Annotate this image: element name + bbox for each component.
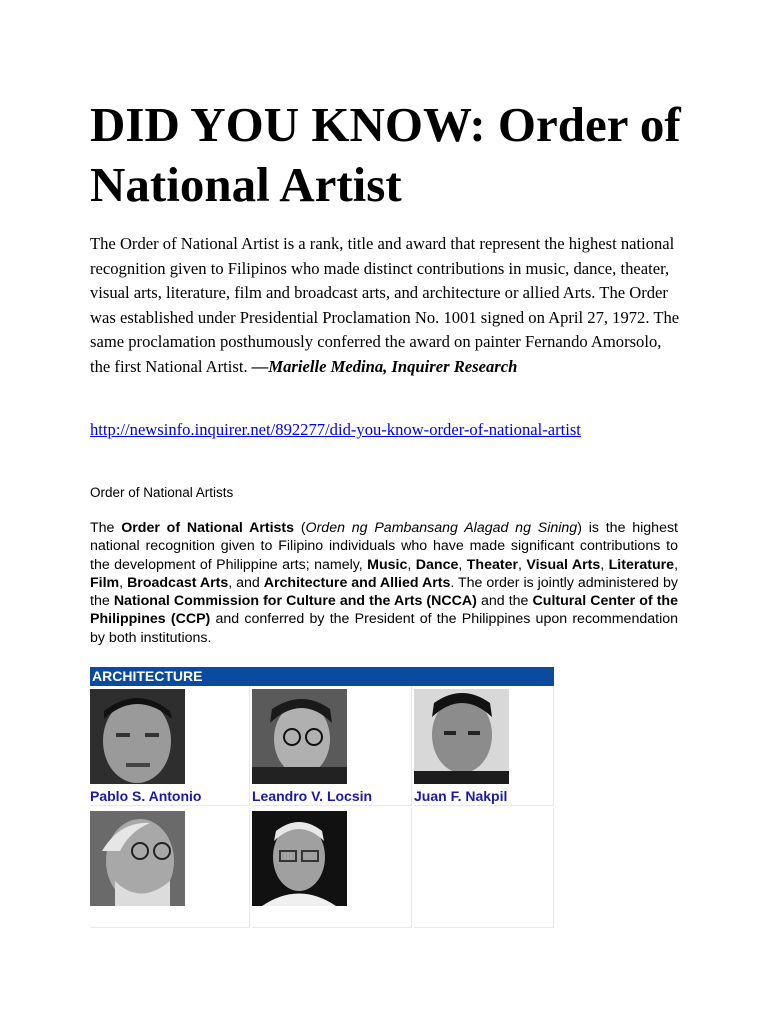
artist-cell: [414, 808, 554, 928]
section-label: Order of National Artists: [90, 485, 234, 500]
portrait-photo: [414, 689, 509, 784]
portrait-photo: [252, 811, 347, 906]
artists-table: [90, 667, 554, 930]
body-text-6: and conferred by the President of the Philippines upon recommendation by both institutions.: [90, 611, 678, 646]
page-title: DID YOU KNOW: Order of National Artist: [90, 97, 681, 212]
body-bold-visual-arts: Visual Arts: [526, 556, 601, 573]
source-link[interactable]: http://newsinfo.inquirer.net/892277/did-you-know-order-of-national-artist: [90, 420, 581, 439]
body-sep-7: , and: [228, 574, 264, 591]
artist-cell: [414, 686, 554, 806]
table-row: [90, 808, 554, 930]
body-bold-architecture: Architecture and Allied Arts: [263, 574, 451, 591]
body-text-5: and the: [476, 593, 533, 610]
body-text-3: ) is the highest national recognition given to Filipino individuals who have made significant contributions to the development of Philippine arts; namely,: [90, 520, 678, 573]
intro-text: The Order of National Artist is a rank, title and award that represent the highest national recognition given to Filipinos who made distinct contributions in music, dance, theater, visual arts, literature, film and broadcast arts, and architecture or allied Arts. The Order was established under Presidential Proclamation No. 1001 signed on April 27, 1972. The same proclamation posthumously conferred the award on painter Fernando Amorsolo, the first National Artist.: [90, 234, 680, 376]
portrait-photo: [90, 689, 185, 784]
body-sep-1: ,: [407, 556, 416, 573]
body-text-2: (: [294, 520, 306, 536]
artist-cell: [90, 808, 250, 928]
body-bold-dance: Dance: [415, 556, 459, 573]
body-bold-order: Order of National Artists: [121, 520, 295, 536]
body-sep-3: ,: [518, 556, 527, 573]
intro-paragraph: [90, 232, 682, 380]
body-paragraph: [90, 519, 678, 647]
body-bold-ncca: National Commission for Culture and the Arts (NCCA): [113, 593, 477, 610]
body-bold-music: Music: [367, 556, 408, 573]
portrait-photo: [252, 689, 347, 784]
table-row: [90, 686, 554, 808]
artist-name[interactable]: Pablo S. Antonio: [90, 788, 202, 804]
body-bold-literature: Literature: [608, 556, 675, 573]
body-bold-broadcast-arts: Broadcast Arts: [127, 574, 229, 591]
body-sep-2: ,: [458, 556, 467, 573]
portrait-photo: [90, 811, 185, 906]
body-text-4: . The order is jointly administered by the: [90, 574, 679, 610]
body-bold-film: Film: [90, 574, 120, 591]
body-italic-filipino-name: Orden ng Pambansang Alagad ng Sining: [305, 520, 578, 536]
artist-cell: [252, 686, 412, 806]
artist-cell: [90, 686, 250, 806]
body-sep-4: ,: [600, 556, 609, 573]
artist-name[interactable]: Juan F. Nakpil: [414, 788, 508, 804]
artist-cell: [252, 808, 412, 928]
body-bold-ccp: Cultural Center of the Philippines (CCP): [90, 593, 678, 628]
body-text-1: The: [90, 520, 122, 536]
body-sep-6: ,: [119, 574, 128, 591]
artist-name[interactable]: Leandro V. Locsin: [252, 788, 373, 804]
body-sep-5: ,: [674, 556, 679, 573]
intro-credit: —Marielle Medina, Inquirer Research: [251, 356, 518, 376]
body-bold-theater: Theater: [466, 556, 519, 573]
table-header: ARCHITECTURE: [90, 667, 554, 686]
